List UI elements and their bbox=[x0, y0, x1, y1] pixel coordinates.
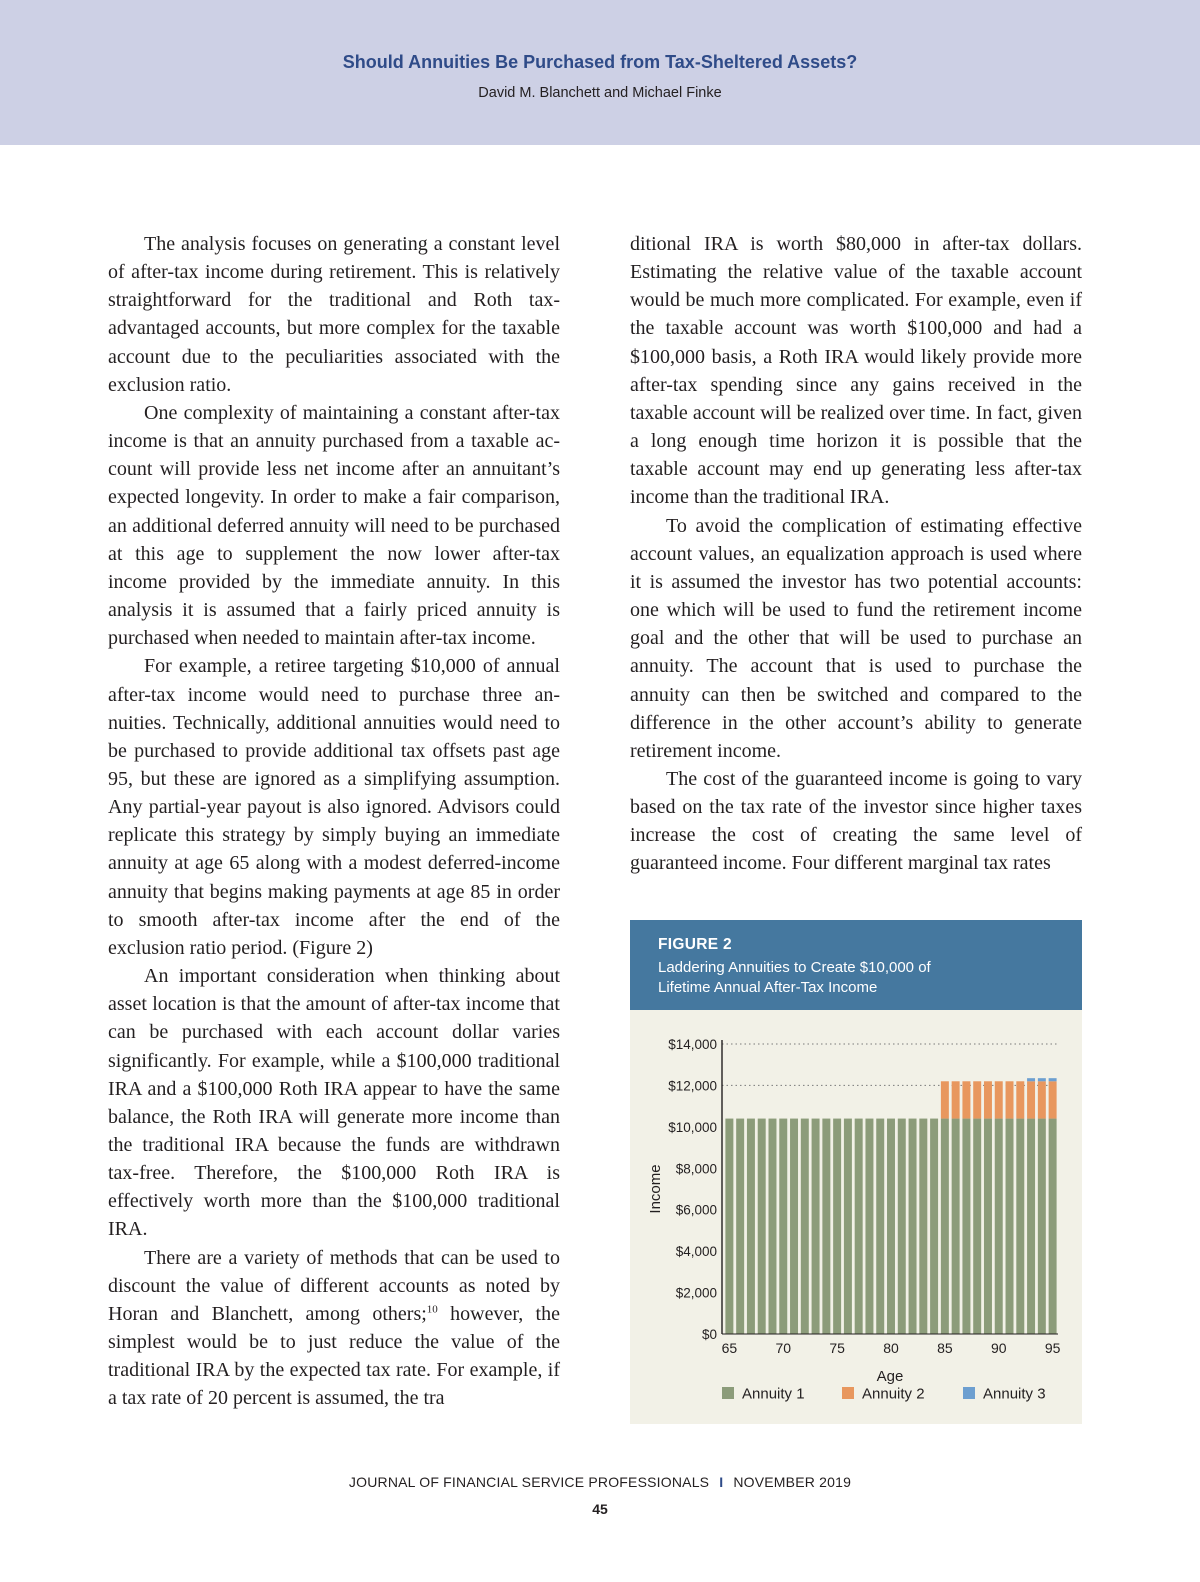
bar-annuity-3-age-93 bbox=[1027, 1078, 1035, 1081]
x-tick-label: 70 bbox=[775, 1340, 792, 1356]
bar-annuity-1-age-90 bbox=[995, 1119, 1003, 1334]
footer-separator: I bbox=[719, 1474, 724, 1490]
bar-annuity-2-age-94 bbox=[1038, 1081, 1046, 1118]
bar-annuity-1-age-82 bbox=[909, 1119, 917, 1334]
bar-annuity-2-age-86 bbox=[952, 1081, 960, 1118]
paragraph: For example, a retiree targeting $10,000 of annual after-tax income would need to purchase three annuities. Technically, additional annuities would need to be purchased to provide additional tax offsets past age 95, but these are ignored as a simplifying assumption. Any partial-year payout is also ignored. Advisors could replicate this strategy by simply buying an immediate annuity at age 65 along with a modest deferred-income annuity that begins making payments at age 85 in order to smooth after-tax income after the end of the exclusion ratio period. (Figure 2) bbox=[108, 655, 560, 959]
figure-caption bbox=[658, 958, 1058, 998]
x-tick-label: 80 bbox=[883, 1340, 899, 1356]
paragraph: The cost of the guaranteed income is going to vary based on the tax rate of the investor since higher taxes increase the cost of creating the same level of guaranteed income. Four different marginal tax rates bbox=[630, 767, 1082, 875]
paragraph: ditional IRA is worth $80,000 in after-tax dollars. Estimating the relative value of the taxable account would be much more complicated. For example, even if the taxable account was worth $100,000 and had a $100,000 basis, a Roth IRA would likely provide more after-tax spending since any gains received in the taxable account will be realized over time. In fact, given a long enough time horizon it is possible that the taxable account may end up generating less after-tax income than the traditional IRA. bbox=[630, 233, 1082, 509]
bar-annuity-2-age-85 bbox=[941, 1081, 949, 1118]
y-tick-label: $14,000 bbox=[668, 1037, 717, 1052]
x-tick-label: 75 bbox=[829, 1340, 845, 1356]
bar-annuity-1-age-88 bbox=[973, 1119, 981, 1334]
figure-caption-line: Laddering Annuities to Create $10,000 of bbox=[658, 959, 931, 976]
issue-date: NOVEMBER 2019 bbox=[733, 1474, 852, 1490]
bar-annuity-1-age-68 bbox=[758, 1119, 766, 1334]
x-tick-label: 95 bbox=[1044, 1340, 1061, 1356]
bar-annuity-1-age-66 bbox=[736, 1119, 744, 1334]
bar-annuity-1-age-92 bbox=[1016, 1119, 1024, 1334]
bar-annuity-1-age-65 bbox=[725, 1119, 733, 1334]
footer bbox=[0, 1474, 1200, 1490]
bar-annuity-1-age-84 bbox=[930, 1119, 938, 1334]
y-tick-label: $0 bbox=[701, 1327, 717, 1342]
bar-annuity-1-age-77 bbox=[855, 1119, 863, 1334]
bar-annuity-1-age-80 bbox=[887, 1119, 895, 1334]
figure-caption-line: Lifetime Annual After-Tax Income bbox=[658, 979, 878, 996]
bar-annuity-1-age-76 bbox=[844, 1119, 852, 1334]
footnote-ref[interactable]: 10 bbox=[426, 1303, 438, 1316]
bar-annuity-1-age-86 bbox=[952, 1119, 960, 1334]
paragraph: To avoid the complication of estimating effective account values, an equalization approach is used where it is assumed the investor has two potential accounts: one which will be used to fund the retirement income goal and the other that will be used to purchase an annuity. The account that is used to purchase the annuity can then be switched and compared to the difference in the other account’s ability to generate retirement income. bbox=[630, 514, 1082, 762]
legend-swatch bbox=[722, 1387, 734, 1399]
bar-annuity-1-age-69 bbox=[768, 1119, 776, 1334]
x-axis-label: Age bbox=[876, 1368, 904, 1385]
bar-annuity-1-age-79 bbox=[876, 1119, 884, 1334]
paragraph-text: however, the simplest would be to just reduce the value of the traditional IRA by the expected tax rate. For example, if a tax rate of 20 percent is assumed, the tra bbox=[108, 1302, 560, 1410]
figure-header bbox=[630, 920, 1082, 1010]
bar-annuity-1-age-94 bbox=[1038, 1119, 1046, 1334]
bar-annuity-1-age-67 bbox=[747, 1119, 755, 1334]
bar-annuity-2-age-92 bbox=[1016, 1081, 1024, 1118]
legend-label: Annuity 2 bbox=[862, 1385, 925, 1403]
legend-swatch bbox=[842, 1387, 854, 1399]
y-tick-label: $2,000 bbox=[675, 1285, 717, 1301]
bar-annuity-3-age-95 bbox=[1049, 1078, 1057, 1081]
annuity-bar-chart bbox=[630, 1010, 1082, 1424]
bar-annuity-2-age-95 bbox=[1049, 1081, 1057, 1118]
bar-annuity-2-age-89 bbox=[984, 1081, 992, 1118]
x-tick-label: 85 bbox=[937, 1340, 953, 1356]
paragraph: One complexity of maintaining a constant after-tax income is that an annuity purchased from a taxable account will provide less net income after an annuitant’s expected longevity. In order to make a fair comparison, an additional deferred annuity will need to be purchased at this age to supplement the now lower after-tax income provided by the immediate annuity. In this analysis it is assumed that a fairly priced annuity is purchased when needed to maintain after-tax income. bbox=[108, 401, 560, 650]
bar-annuity-2-age-87 bbox=[962, 1081, 970, 1118]
bar-annuity-1-age-81 bbox=[898, 1119, 906, 1334]
bar-annuity-1-age-89 bbox=[984, 1119, 992, 1334]
bar-annuity-1-age-75 bbox=[833, 1119, 841, 1334]
bar-annuity-1-age-71 bbox=[790, 1119, 798, 1334]
legend-label: Annuity 1 bbox=[742, 1385, 805, 1403]
x-tick-label: 65 bbox=[721, 1340, 738, 1356]
bar-annuity-1-age-72 bbox=[801, 1119, 809, 1334]
bar-annuity-3-age-94 bbox=[1038, 1078, 1046, 1081]
y-tick-label: $8,000 bbox=[675, 1161, 717, 1177]
bar-annuity-2-age-91 bbox=[1006, 1081, 1014, 1118]
bar-annuity-1-age-93 bbox=[1027, 1119, 1035, 1334]
paragraph-text: There are a variety of methods that can be used to discount the value of different accounts as noted by Horan and Blanchett, among others; bbox=[108, 1246, 560, 1325]
figure-2 bbox=[630, 920, 1082, 1424]
bar-annuity-1-age-78 bbox=[865, 1119, 873, 1334]
y-tick-label: $4,000 bbox=[675, 1244, 717, 1260]
y-tick-label: $12,000 bbox=[668, 1078, 717, 1094]
bar-annuity-1-age-95 bbox=[1049, 1119, 1057, 1334]
figure-label: FIGURE 2 bbox=[658, 936, 732, 953]
x-tick-label: 90 bbox=[990, 1340, 1007, 1356]
y-tick-label: $10,000 bbox=[668, 1119, 717, 1135]
paragraph: The analysis focuses on generating a constant level of after-tax income during retirement. This is relatively straightforward for the traditional and Roth tax-advantaged accounts, but more complex for the taxable account due to the peculiarities associated with the exclusion ratio. bbox=[108, 233, 560, 396]
bar-annuity-1-age-70 bbox=[779, 1119, 787, 1334]
paragraph: An important consideration when thinking about asset location is that the amount of after-tax income that can be purchased with each account dollar varies significantly. For example, while a $100,000 traditional IRA and a $100,000 Roth IRA appear to have the same balance, the Roth IRA will generate more income than the traditional IRA because the funds are withdrawn tax-free. Therefore, the $100,000 Roth IRA is effectively worth more than the $100,000 traditional IRA. bbox=[108, 965, 560, 1241]
bar-annuity-1-age-83 bbox=[919, 1119, 927, 1334]
paragraph bbox=[108, 1244, 560, 1413]
bar-annuity-1-age-85 bbox=[941, 1119, 949, 1334]
right-column bbox=[630, 230, 1082, 878]
bar-annuity-2-age-88 bbox=[973, 1081, 981, 1118]
article-title: Should Annuities Be Purchased from Tax-Sheltered Assets? bbox=[342, 52, 858, 72]
journal-name: JOURNAL OF FINANCIAL SERVICE PROFESSIONALS bbox=[348, 1474, 710, 1490]
bar-annuity-2-age-93 bbox=[1027, 1081, 1035, 1118]
left-column bbox=[108, 230, 560, 1413]
legend-label: Annuity 3 bbox=[983, 1385, 1046, 1403]
bar-annuity-1-age-74 bbox=[822, 1119, 830, 1334]
header-band bbox=[0, 0, 1200, 145]
y-tick-label: $6,000 bbox=[675, 1202, 717, 1218]
bar-annuity-1-age-87 bbox=[962, 1119, 970, 1334]
y-axis-label: Income bbox=[647, 1164, 664, 1214]
page-number: 45 bbox=[592, 1501, 608, 1517]
article-authors: David M. Blanchett and Michael Finke bbox=[478, 85, 722, 101]
bar-annuity-1-age-73 bbox=[812, 1119, 820, 1334]
bar-annuity-1-age-91 bbox=[1006, 1119, 1014, 1334]
bar-annuity-2-age-90 bbox=[995, 1081, 1003, 1118]
legend-swatch bbox=[963, 1387, 975, 1399]
